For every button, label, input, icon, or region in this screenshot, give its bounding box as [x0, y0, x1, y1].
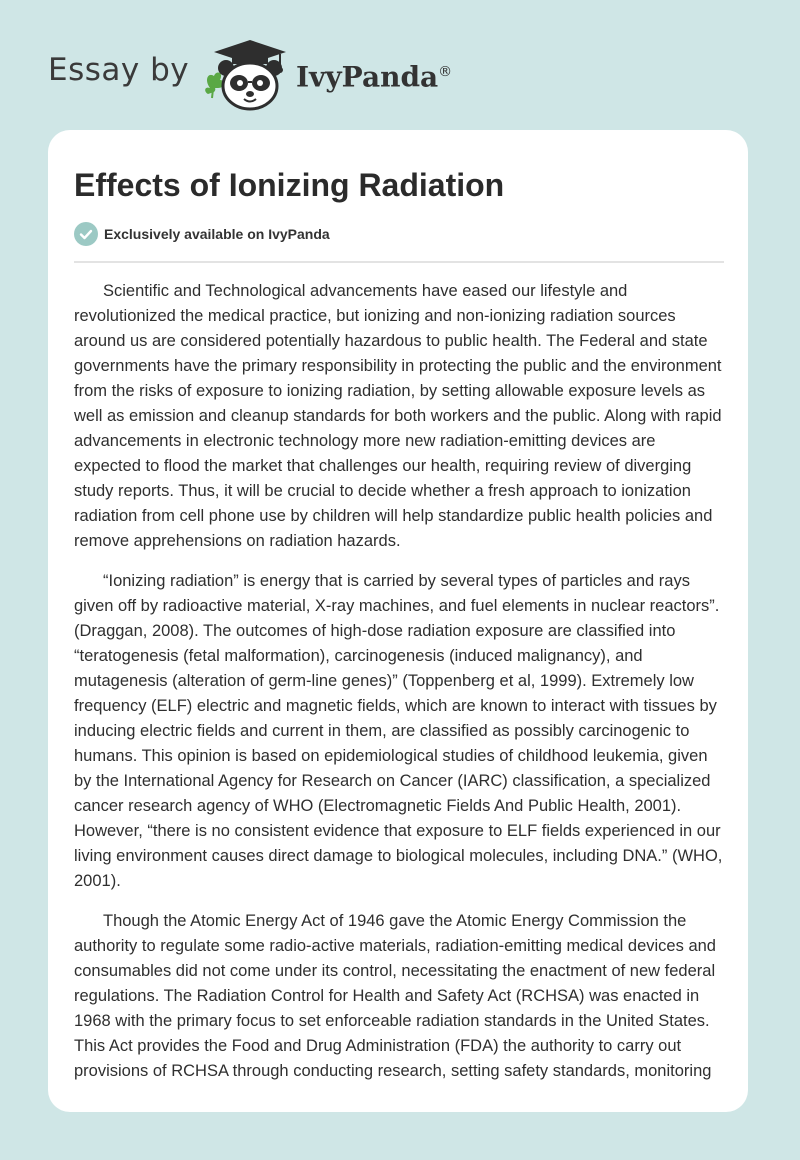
- exclusive-badge: [74, 222, 330, 246]
- exclusive-badge-label: Exclusively available on IvyPanda: [104, 226, 330, 242]
- brand-label: IvyPanda: [296, 60, 439, 94]
- paragraph: Scientific and Technological advancements have eased our lifestyle and revolutionized the medical practice, but ionizing and non-ionizing radiation sources around us are considered potentially hazardous to public health. The Federal and state governments have the primary responsibility in protecting the public and the environment from the risks of exposure to ionizing radiation, by setting allowable exposure levels as well as emission and cleanup standards for both workers and the public. Along with rapid advancements in electronic technology more new radiation-emitting devices are expected to flood the market that challenges our health, requiring review of diverging study reports. Thus, it will be crucial to decide whether a fresh approach to ionization radiation from cell phone use by children will help standardize public health policies and remove apprehensions on radiation hazards.: [74, 282, 722, 550]
- essay-card: [48, 130, 748, 1112]
- brand-name[interactable]: [296, 52, 452, 97]
- panda-graduate-icon[interactable]: [200, 36, 292, 112]
- essay-body: [74, 279, 726, 1099]
- essay-by-label: Essay by: [48, 52, 190, 88]
- paragraph: Though the Atomic Energy Act of 1946 gave the Atomic Energy Commission the authority to regulate some radio-active materials, radiation-emitting medical devices and consumables did not come under its control, necessitating the enactment of new federal regulations. The Radiation Control for Health and Safety Act (RCHSA) was enacted in 1968 with the primary focus to set enforceable radiation standards in the United States. This Act provides the Food and Drug Administration (FDA) the authority to carry out provisions of RCHSA through conducting research, setting safety standards, monitoring: [74, 912, 716, 1080]
- paragraph: “Ionizing radiation” is energy that is carried by several types of particles and rays given off by radioactive material, X-ray machines, and fuel elements in nuclear reactors”. (Draggan, 2008). The outcomes of high-dose radiation exposure are classified into “teratogenesis (fetal malformation), carcinogenesis (induced malignancy), and mutagenesis (alteration of germ-line genes)” (Toppenberg et al, 1999). Extremely low frequency (ELF) electric and magnetic fields, which are known to interact with tissues by inducing electric fields and current in them, are classified as possibly carcinogenic to humans. This opinion is based on epidemiological studies of childhood leukemia, given by the International Agency for Research on Cancer (IARC) classification, a specialized cancer research agency of WHO (Electromagnetic Fields And Public Health, 2001). However, “there is no consistent evidence that exposure to ELF fields experienced in our living environment causes direct damage to biological molecules, including DNA.” (WHO, 2001).: [74, 572, 723, 890]
- registered-mark: ®: [438, 64, 453, 80]
- divider: [74, 261, 724, 263]
- page-title: Effects of Ionizing Radiation: [74, 167, 505, 203]
- site-header: [0, 0, 800, 120]
- check-circle-icon: [74, 222, 98, 246]
